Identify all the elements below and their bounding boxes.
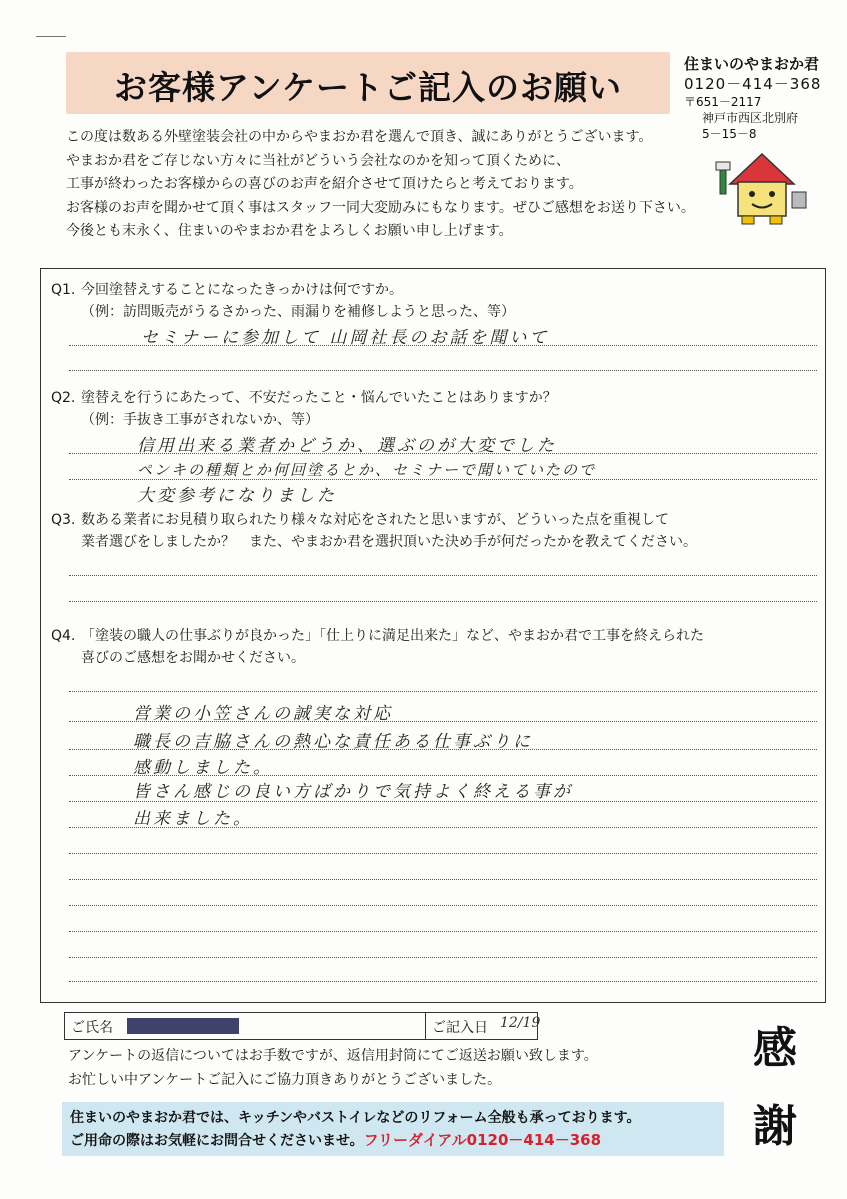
answer-line [69,345,817,346]
answer-line [69,957,817,958]
answer-line [69,721,817,722]
q4-answer-2[interactable]: 職長の吉脇さんの熱心な責任ある仕事ぶりに [133,732,533,752]
house-mascot-icon [712,148,812,228]
q1-answer[interactable]: セミナーに参加して 山岡社長のお話を聞いて [141,328,550,348]
answer-line [69,931,817,932]
footer-line-2: ご用命の際はお気軽にお問合せくださいませ。 [70,1133,364,1149]
date-value: 12/19 [500,1015,541,1031]
answer-line [69,801,817,802]
answer-line [69,749,817,750]
answer-line [69,370,817,371]
question-text: 今回塗替えすることになったきっかけは何ですか。 [81,282,403,298]
title-banner [66,52,670,114]
question-text-2: 喜びのご感想をお聞かせください。 [81,650,305,666]
question-text: 塗替えを行うにあたって、不安だったこと・悩んでいたことはありますか？ [81,390,557,406]
closing-line: お忙しい中アンケートご記入にご協力頂きありがとうございました。 [68,1072,502,1088]
q2-answer-3[interactable]: 大変参考になりました [137,486,337,506]
answer-line [69,691,817,692]
question-2 [51,387,821,431]
closing-line: アンケートの返信についてはお手数ですが、返信用封筒にてご返送お願い致します。 [68,1048,598,1064]
answer-line [69,879,817,880]
company-name: 住まいのやまおか君 [684,55,820,73]
kansha-char: 謝 [753,1101,797,1152]
company-tel: 0120－414－368 [684,75,822,93]
redacted-name [127,1018,239,1034]
q2-answer-1[interactable]: 信用出来る業者かどうか、選ぶのが大変でした [137,436,557,456]
answer-line [69,453,817,454]
company-postal: 〒651－2117 [684,95,762,109]
intro-line: 工事が終わったお客様からの喜びのお声を紹介させて頂けたらと考えております。 [66,176,583,192]
intro-text [66,126,726,244]
footer-phone[interactable]: フリーダイアル0120－414－368 [363,1131,602,1149]
answer-line [69,905,817,906]
corner-mark [36,36,66,37]
intro-line: やまおか君をご存じない方々に当社がどういう会社なのかを知って頂くために、 [66,152,570,169]
question-text-2: 業者選びをしましたか？ また、やまおか君を選択頂いた決め手が何だったかを教えてください。 [81,534,697,550]
closing-text [68,1044,598,1092]
footer-line-1: 住まいのやまおか君では、キッチンやバストイレなどのリフォーム全般も承っております。 [70,1110,641,1126]
company-address-2: 5－15－8 [702,127,757,141]
footer-text [70,1107,641,1152]
survey-box [40,268,826,1003]
q4-answer-3[interactable]: 感動しました。 [133,758,273,778]
intro-line: 今後とも末永く、住まいのやまおか君をよろしくお願い申し上げます。 [66,223,513,239]
question-text: 「塗装の職人の仕事ぶりが良かった」「仕上りに満足出来た」など、やまおか君で工事を終えられた [81,628,704,644]
question-text: 数ある業者にお見積り取られたり様々な対応をされたと思いますが、どういった点を重視して [81,512,669,528]
kansha-stamp [740,1010,810,1166]
question-example: （例：手抜き工事がされないか、等） [81,412,319,428]
answer-line [69,981,817,982]
kansha-char: 感 [753,1023,797,1074]
question-4 [51,625,821,669]
name-label: ご氏名 [71,1020,113,1036]
answer-line [69,479,817,480]
question-number: Q2. [51,390,76,406]
question-number: Q3. [51,512,76,528]
answer-line [69,775,817,776]
q2-answer-2[interactable]: ペンキの種類とか何回塗るとか、セミナーで聞いていたので [137,461,597,479]
page-title: お客様アンケートご記入のお願い [113,68,623,107]
company-address-1: 神戸市西区北別府 [702,111,799,125]
q4-answer-1[interactable]: 営業の小笠さんの誠実な対応 [133,704,393,724]
question-example: （例：訪問販売がうるさかった、雨漏りを補修しようと思った、等） [81,304,515,320]
footer-banner [62,1102,724,1156]
question-number: Q1. [51,282,76,298]
answer-line [69,853,817,854]
date-label: ご記入日 [432,1020,488,1036]
intro-line: この度は数ある外壁塗装会社の中からやまおか君を選んで頂き、誠にありがとうございます。 [66,129,653,145]
q4-answer-5[interactable]: 出来ました。 [133,809,253,829]
intro-line: お客様のお声を聞かせて頂く事はスタッフ一同大変励みにもなります。ぜひご感想をお送り下さい。 [66,199,695,216]
answer-line [69,827,817,828]
name-field[interactable] [64,1012,426,1040]
answer-line [69,601,817,602]
answer-line [69,575,817,576]
question-1 [51,279,821,323]
q4-answer-4[interactable]: 皆さん感じの良い方ばかりで気持よく終える事が [133,782,573,802]
question-3 [51,509,821,553]
date-field[interactable] [426,1012,541,1040]
question-number: Q4. [51,628,76,644]
